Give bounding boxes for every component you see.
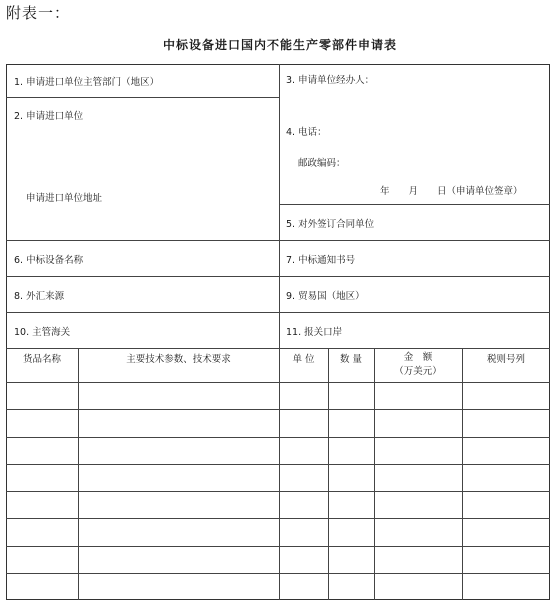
field-9-label: 9. 贸易国（地区） <box>286 291 365 302</box>
field-2-label: 2. 申请进口单位 <box>14 111 84 122</box>
field-divider-lower <box>279 240 280 348</box>
table-row <box>6 573 550 574</box>
rule-right-1 <box>279 204 550 205</box>
field-4-date-signature: 年 月 日（申请单位签章） <box>380 186 523 197</box>
table-row <box>6 382 550 383</box>
application-form <box>6 64 550 600</box>
field-10-label: 10. 主管海关 <box>14 327 71 338</box>
field-4-postcode-label: 邮政编码： <box>298 158 346 169</box>
field-4-phone-label: 4. 电话： <box>286 127 327 138</box>
appendix-label: 附表一： <box>6 4 71 22</box>
table-row <box>6 518 550 519</box>
table-header-unit: 单 位 <box>292 354 315 365</box>
table-row <box>6 546 550 547</box>
rule-table-header <box>6 348 550 349</box>
field-7-label: 7. 中标通知书号 <box>286 255 356 266</box>
table-header-specs: 主要技术参数、技术要求 <box>126 354 231 365</box>
table-row <box>6 464 550 465</box>
field-divider-upper <box>279 64 280 240</box>
table-col-sep-5 <box>462 348 463 600</box>
table-col-sep-1 <box>78 348 79 600</box>
table-header-amount-unit: （万美元） <box>394 366 442 377</box>
table-header-tariff-no: 税则号列 <box>486 354 525 365</box>
table-header-amount: 金 额 <box>403 352 433 363</box>
form-title: 中标设备进口国内不能生产零部件申请表 <box>162 38 397 52</box>
rule-row-6 <box>6 240 550 241</box>
table-col-sep-4 <box>374 348 375 600</box>
rule-row-10 <box>6 312 550 313</box>
table-header-goods-name: 货品名称 <box>22 354 61 365</box>
field-3-label: 3. 申请单位经办人： <box>286 75 375 86</box>
field-5-label: 5. 对外签订合同单位 <box>286 219 375 230</box>
field-2-address-label: 申请进口单位地址 <box>26 193 103 204</box>
table-col-sep-3 <box>328 348 329 600</box>
rule-left-1 <box>6 97 279 98</box>
table-row <box>6 491 550 492</box>
field-6-label: 6. 中标设备名称 <box>14 255 84 266</box>
field-8-label: 8. 外汇来源 <box>14 291 65 302</box>
table-col-sep-2 <box>279 348 280 600</box>
rule-row-8 <box>6 276 550 277</box>
table-header-quantity: 数 量 <box>339 354 363 365</box>
table-row <box>6 437 550 438</box>
field-11-label: 11. 报关口岸 <box>286 327 343 338</box>
field-1-label: 1. 申请进口单位主管部门（地区） <box>14 77 160 88</box>
table-row <box>6 409 550 410</box>
